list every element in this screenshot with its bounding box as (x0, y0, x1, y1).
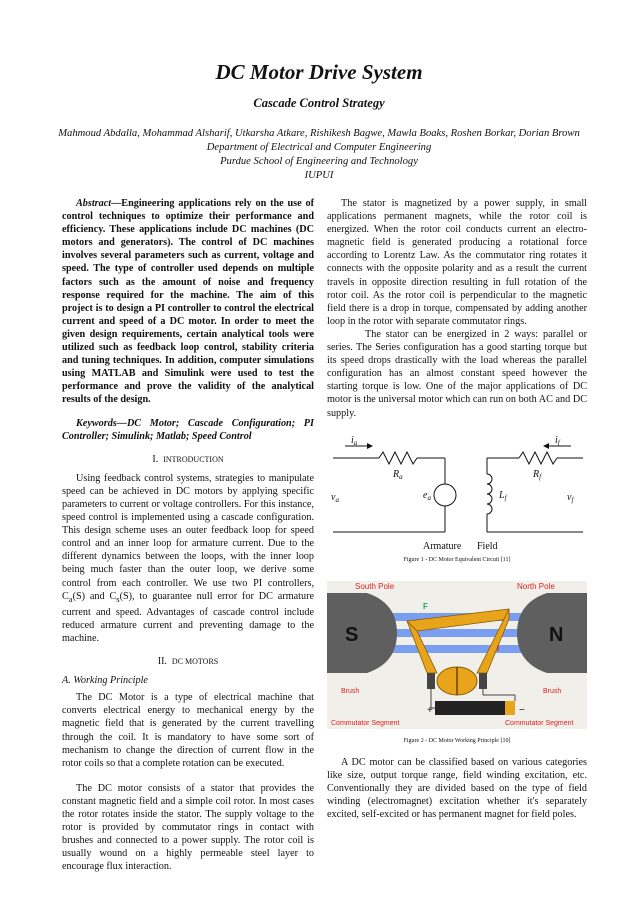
school: Purdue School of Engineering and Technology (220, 156, 418, 167)
label-Lf: $L_f$ (499, 489, 507, 502)
section-heading-dc-motors: II. DC MOTORS (157, 656, 219, 668)
classification-paragraph: A DC motor can be classified based on various categories like size, output torque range, field winding excitation, etc. Conventionally they are divided based on the type of field winding (electromagnet) excitation whether it's separately excited, self-excited or has permanent magnet for field poles. (327, 756, 587, 821)
label-brush-left: Brush (341, 687, 360, 695)
label-force: F (423, 601, 428, 611)
label-current: I (497, 643, 500, 653)
label-if: $i_f$ (555, 434, 560, 447)
label-commutator-right: Commutator Segment (505, 719, 574, 727)
equivalent-circuit-figure (327, 432, 587, 552)
label-n: N (549, 623, 564, 646)
working-principle-paragraph-2: The DC motor consists of a stator that provides the constant magnetic field and a simple coil rotor. In most cases the rotor rotates inside the stator. The supply voltage to the rotor is provided by commutator rings in contact with brushes and connected to a power supply. The rotor coil is usually wound on a highly permeable steel layer to encourage flux interaction. (62, 782, 314, 873)
intro-paragraph: Using feedback control systems, strategies to manipulate speed can be achieved in DC motors by applying specific parameters to current or voltage controllers. For this instance, speed control is implemented using a cascade configuration. This design scheme uses an outer feedback loop for speed control and an inner loop for armature current. Due to the different dynamics between the loops, with the inner loop being much faster than the outer loop, we derive some control from each controller. We use two PI controllers, $C_a(S)$ and $C_s(S)$, to guarantee null error for DC armature current and speed. Advantages of cascade control include reduced armature current and preventing damage to the machine. (62, 472, 314, 644)
abstract-body: —Engineering applications rely on the use of control techniques to optimize their performance and efficiency. These applications include DC machines (DC motors and generators). The control of DC machines involves several parameters such as current, voltage and speed. The type of controller used depends on multiple factors such as the amount of noise and frequency response required for the machine. The aim of this project is to design a PI controller to control the electrical current and speed of a DC motor. In order to meet the given design requirements, certain analytical tools were utilized such as feedback loop control, stability criteria and tuning techniques. In addition, computer simulations using MATLAB and Simulink were used to test the performance and prove the validity of the analytical results of the design. (62, 198, 314, 406)
working-principle-paragraph-1: The DC Motor is a type of electrical machine that converts electrical energy to mechanical energy by the magnetic field that is generated by the current travelling through the coil. It is mandatory to have some sort of mechanism to change the direction of current flow in the rotor coils so that a complete rotation can be executed. (62, 692, 314, 769)
stator-paragraph: The stator is magnetized by a power supply, in small applications permanent magnets, while the rotor coil is energized. When the rotor coil conducts current an electro-magnetic field is generated producing a rotational force according to Lorentz Law. As the commutator ring rotates it connects with the opposite polarity and as a result the current travels in opposite direction resulting in full rotation of the rotor coil. As the rotor coil is perpendicular to the magnetic field there is a drop in torque, compensated by adding another loop in the rotor with separate commutator rings. (327, 198, 587, 327)
label-ea: $e_a$ (423, 489, 431, 502)
label-north-pole: North Pole (517, 581, 555, 591)
figure-2-caption: Figure 2 - DC Motor Working Principle [10] (403, 737, 511, 744)
label-commutator-left: Commutator Segment (331, 719, 400, 727)
author-block (0, 127, 638, 183)
department: Department of Electrical and Computer Engineering (206, 142, 432, 153)
working-principle-figure (327, 573, 587, 733)
label-south-pole: South Pole (355, 581, 395, 591)
figure-1-caption: Figure 1 - DC Motor Equivalent Circuit [11] (403, 556, 511, 563)
label-va: $v_a$ (331, 491, 339, 504)
label-s: S (345, 623, 359, 646)
section-heading-introduction: I. INTRODUCTION (152, 453, 224, 465)
label-field: Field (477, 540, 498, 552)
label-ia: $i_a$ (351, 434, 358, 447)
energize-paragraph: The stator can be energized in 2 ways: parallel or series. The Series configuration has a good starting torque but its speed drops drastically with the load whereas the parallel configuration has an almost constant speed however the starting torque is low. One of the major applications of DC motor is the universal motor which can run on both AC and DC supply. (327, 328, 587, 419)
label-plus: + (427, 704, 433, 716)
keywords: Keywords—DC Motor; Cascade Configuration; PI Controller; Simulink; Matlab; Speed Control (62, 417, 314, 442)
abstract (62, 197, 314, 407)
label-Ra: $R_a$ (393, 468, 403, 481)
label-armature: Armature (423, 540, 462, 552)
university: IUPUI (304, 170, 334, 181)
paper-subtitle: Cascade Control Strategy (253, 96, 385, 110)
paper-title: DC Motor Drive System (215, 60, 423, 84)
subsection-working-principle: A. Working Principle (62, 675, 148, 687)
author-list: Mahmoud Abdalla, Mohammad Alsharif, Utkarsha Atkare, Rishikesh Bagwe, Mawla Boaks, Roshen Borkar, Dorian Brown (58, 128, 580, 139)
left-column (62, 197, 314, 873)
label-minus: − (519, 704, 525, 716)
label-brush-right: Brush (543, 687, 562, 695)
abstract-lead: Abstract (76, 198, 112, 209)
label-Rf: $R_f$ (533, 468, 542, 481)
right-column (327, 197, 587, 821)
label-vf: $v_f$ (567, 491, 574, 504)
